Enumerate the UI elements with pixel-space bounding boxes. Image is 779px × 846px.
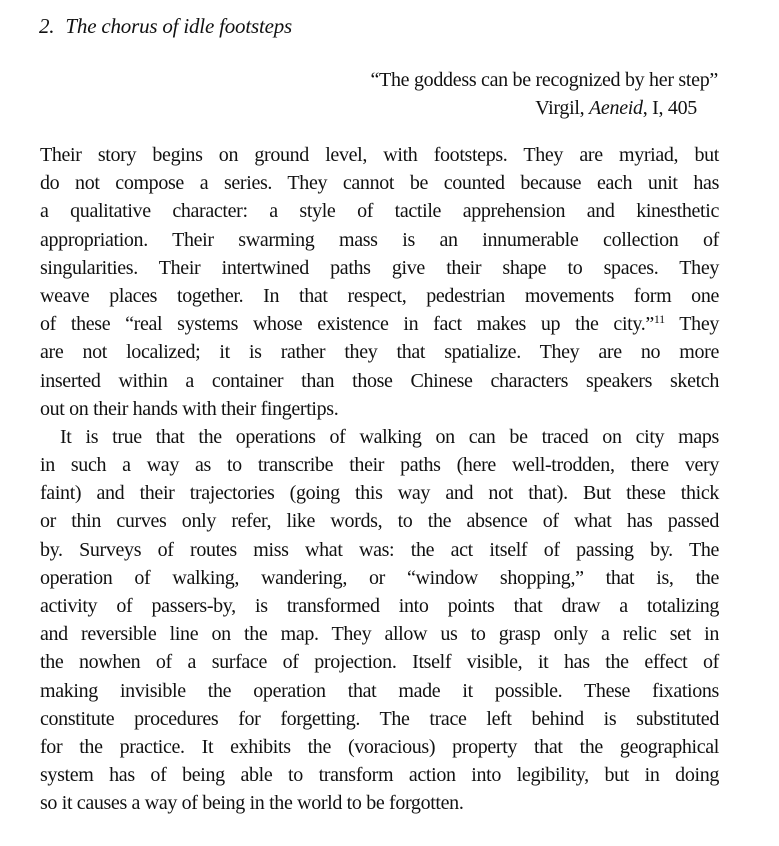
text-line: do not compose a series. They cannot be counted because each unit has — [40, 172, 719, 195]
epigraph-citation: , I, 405 — [642, 97, 697, 119]
text-line-with-footnote — [40, 310, 719, 338]
text-line: the nowhen of a surface of projection. Itself visible, it has the effect of — [40, 651, 719, 674]
text-line: in such a way as to transcribe their paths (here well-trodden, there very — [40, 454, 719, 477]
text-line: inserted within a container than those Chinese characters speakers sketch — [40, 369, 719, 392]
text-line: constitute procedures for forgetting. The trace left behind is substituted — [40, 707, 719, 730]
epigraph-author: Virgil, — [535, 97, 589, 119]
footnote-marker[interactable]: 11 — [653, 312, 665, 327]
text-line: making invisible the operation that made it possible. These fixations — [40, 679, 719, 702]
text-line: or thin curves only refer, like words, to the absence of what has passed — [40, 510, 719, 533]
text-line: It is true that the operations of walking on can be traced on city maps — [60, 425, 719, 448]
epigraph-work: Aeneid — [589, 97, 643, 119]
text-line: system has of being able to transform action into legibility, but in doing — [40, 764, 719, 787]
body-text — [40, 141, 719, 818]
epigraph — [370, 66, 718, 122]
text-line: are not localized; it is rather they that spatialize. They are no more — [40, 341, 719, 364]
text-line: appropriation. Their swarming mass is an innumerable collection of — [40, 228, 719, 251]
text-line-part: They — [664, 313, 719, 336]
section-number: 2. — [39, 14, 55, 38]
section-heading — [39, 14, 292, 39]
text-line: by. Surveys of routes miss what was: the act itself of passing by. The — [40, 538, 719, 561]
text-line: operation of walking, wandering, or “window shopping,” that is, the — [40, 566, 719, 589]
text-line: activity of passers-by, is transformed into points that draw a totalizing — [40, 595, 719, 617]
epigraph-quote: “The goddess can be recognized by her step” — [370, 69, 718, 91]
text-line: Their story begins on ground level, with footsteps. They are myriad, but — [40, 144, 719, 166]
text-line: so it causes a way of being in the world to be forgotten. — [40, 792, 464, 815]
paragraph-2 — [40, 423, 719, 818]
text-line: weave places together. In that respect, pedestrian movements form one — [40, 284, 719, 307]
text-line: and reversible line on the map. They allow us to grasp only a relic set in — [40, 623, 719, 646]
text-line-part: of these “real systems whose existence in fact makes up the city.” — [40, 313, 654, 336]
text-line: faint) and their trajectories (going this way and not that). But these thick — [40, 482, 719, 505]
section-title-text: The chorus of idle footsteps — [65, 14, 292, 38]
text-line: a qualitative character: a style of tactile apprehension and kinesthetic — [40, 200, 719, 223]
text-line: singularities. Their intertwined paths give their shape to spaces. They — [40, 256, 719, 279]
epigraph-attribution — [370, 94, 718, 122]
text-line: for the practice. It exhibits the (voracious) property that the geographical — [40, 735, 719, 758]
text-line: out on their hands with their fingertips. — [40, 397, 339, 420]
paragraph-1 — [40, 141, 719, 423]
